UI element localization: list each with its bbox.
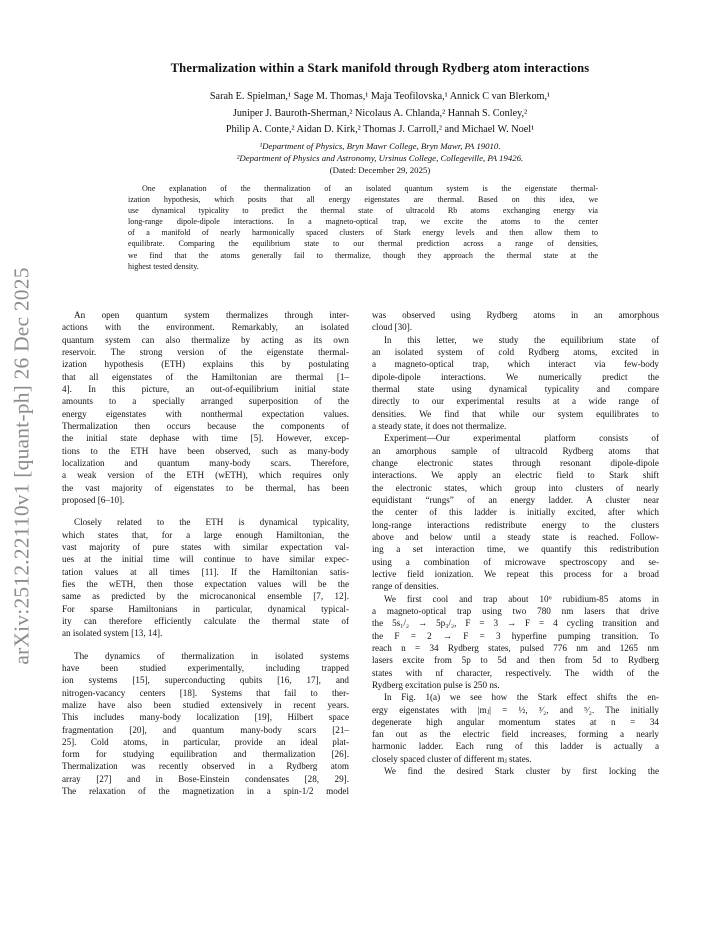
- body-line: lective field ionization. We repeat this process for a broad: [372, 568, 659, 579]
- body-line: quantum system can also thermalize by acting as its own: [62, 334, 349, 345]
- abstract-line: we find that the atoms generally fail to thermalize, though they approach the thermal state at the: [128, 250, 598, 260]
- body-line: have been studied experimentally, including trapped: [62, 662, 349, 673]
- body-line: the vast majority of eigenstates to be thermal, has been: [62, 482, 349, 493]
- body-line: an isolated system [13, 14].: [62, 628, 163, 639]
- body-line: using a combination of microwave spectroscopy and se-: [372, 556, 659, 567]
- body-line: which states that, for a large enough Hamiltonian, the: [62, 529, 349, 540]
- body-line: amounts to a specially arranged superposition of the: [62, 396, 349, 407]
- body-line: an amorphous sample of ultracold Rydberg atoms that: [372, 445, 659, 456]
- body-line: same as predicted by the microcanonical ensemble [7, 12].: [62, 591, 349, 602]
- body-line: Rydberg excitation pulse is 250 ns.: [372, 679, 500, 690]
- body-line: was observed using Rydberg atoms in an amorphous: [372, 310, 659, 320]
- body-line: actions with the environment. Remarkably, an isolated: [62, 322, 349, 333]
- body-line: For sparse Hamiltonians in particular, dynamical typical-: [62, 603, 349, 614]
- body-line: localization and quantum many-body scars. Therefore,: [62, 457, 349, 468]
- body-line: reach n = 34 Rydberg states, pulsed 776 nm and 1265 nm: [372, 642, 659, 653]
- body-line: dipole-dipole interactions. We numerically predict the: [372, 371, 659, 382]
- body-line: We find the desired Stark cluster by first locking the: [384, 766, 659, 777]
- author-line: Juniper J. Bauroth-Sherman,² Nicolaus A. Chlanda,² Hannah S. Conley,²: [232, 107, 528, 119]
- body-line: range of densities.: [372, 581, 439, 592]
- body-line: a magneto-optical trap, which interact via few-body: [372, 359, 659, 370]
- body-column-left: [62, 309, 349, 797]
- body-line: ues at the initial time will continue to have similar expec-: [62, 554, 349, 565]
- body-line: an isolated system of cold Rydberg atoms, excited in: [372, 346, 659, 357]
- body-column-right: [372, 309, 659, 777]
- body-line: array [27] and in Bose-Einstein condensates [28, 29].: [62, 773, 349, 784]
- body-line: change electronic states through resonant dipole-dipole: [372, 457, 659, 468]
- body-line: ion systems [15], superconducting qubits [16, 17], and: [62, 675, 349, 686]
- body-line: tation values at all times [11]. If the Hamiltonian satis-: [62, 566, 349, 577]
- body-line: proposed [6–10].: [62, 494, 125, 505]
- body-line: lasers excite from 5p to 5d and then from 5d to Rydberg: [372, 655, 659, 666]
- body-line: the F = 2 → F = 3 hyperfine pumping transition. To: [372, 630, 659, 641]
- body-line: ity can therefore efficiently calculate the thermal state of: [62, 615, 349, 626]
- body-line: fies the wETH, then those expectation values will be the: [62, 578, 349, 589]
- body-line: Thermalization then occurs because the components of: [62, 420, 349, 431]
- abstract-line: use dynamical typicality to predict the thermal state of ultracold Rb atoms exchanging energy via: [128, 206, 598, 216]
- paragraph-gap: [62, 640, 349, 650]
- body-line: above and below until a steady state is reached. Follow-: [372, 531, 659, 542]
- body-line: form for studying equilibration and thermalization [26].: [62, 749, 349, 760]
- body-line: the 5s₁/₂ → 5p₃/₂, F = 3 → F = 4 cycling transition and: [372, 618, 659, 629]
- body-line: a steady state, it does not thermalize.: [372, 420, 507, 431]
- body-line: a magneto-optical trap using two 780 nm lasers that drive: [372, 605, 659, 616]
- body-line: the center of this ladder is initially excited, after which: [372, 507, 659, 518]
- abstract-line: long-range dipole-dipole interactions. In a magneto-optical trap, we excite the atoms to the center: [128, 217, 598, 227]
- abstract-line: of a manifold of nearly harmonically spaced clusters of Stark energy levels and then allow them to: [128, 228, 598, 238]
- body-line: interactions. We apply an electric field to Stark shift: [372, 470, 659, 481]
- affiliations: [100, 140, 660, 176]
- abstract-line: One explanation of the thermalization of an isolated quantum system is the eigenstate thermal-: [142, 184, 598, 193]
- affiliation-line: ¹Department of Physics, Bryn Mawr College, Bryn Mawr, PA 19010.: [259, 141, 501, 151]
- body-line: The relaxation of the magnetization in a spin-1/2 model: [62, 786, 349, 797]
- body-line: tions to the ETH have been observed, such as many-body: [62, 445, 349, 456]
- body-line: the electronic states, which group into clusters of nearly: [372, 482, 659, 493]
- body-line: closely spaced cluster of different mⱼ states.: [372, 753, 532, 764]
- body-line: fragmentation [20], and quantum many-body scars [21–: [62, 724, 349, 735]
- body-line: Experiment—Our experimental platform consists of: [384, 433, 659, 444]
- body-line: Closely related to the ETH is dynamical typicality,: [74, 517, 349, 528]
- body-line: 25]. Cold atoms, in particular, provide an ideal plat-: [62, 736, 349, 747]
- abstract-line: highest tested density.: [128, 261, 199, 271]
- body-line: In this letter, we study the equilibrium state of: [384, 334, 659, 345]
- affiliation-line: ²Department of Physics and Astronomy, Ursinus College, Collegeville, PA 19426.: [236, 153, 524, 163]
- body-line: harmonic ladder. Each rung of this ladder is actually a: [372, 741, 659, 752]
- body-line: ergy eigenstates with |mⱼ| = ½, ³⁄₂, and ⁵⁄₂. The initially: [372, 704, 659, 715]
- body-line: reservoir. The strong version of the eigenstate thermal-: [62, 346, 349, 357]
- body-line: The dynamics of thermalization in isolated systems: [74, 650, 349, 661]
- body-line: 4]. In this picture, an out-of-equilibrium initial state: [62, 383, 349, 394]
- body-line: equidistant “rungs” of an energy ladder. A cluster near: [372, 494, 659, 505]
- abstract: [128, 183, 598, 272]
- body-line: malize have also been studied extensively in recent years.: [62, 699, 349, 710]
- body-line: cloud [30].: [372, 322, 413, 333]
- body-line: nitrogen-vacancy centers [18]. Systems that fail to ther-: [62, 687, 349, 698]
- body-line: long-range interactions redistribute energy to the clusters: [372, 519, 659, 530]
- date-line: (Dated: December 29, 2025): [329, 165, 431, 175]
- body-line: In Fig. 1(a) we see how the Stark effect shifts the en-: [384, 692, 659, 703]
- body-line: We first cool and trap about 10⁶ rubidium-85 atoms in: [384, 593, 659, 604]
- abstract-line: equilibrate. Comparing the equilibrium state to our thermal prediction across a range of densities,: [128, 239, 598, 249]
- body-line: An open quantum system thermalizes through inter-: [74, 310, 349, 320]
- body-line: that all eigenstates of the Hamiltonian are thermal [1–: [62, 371, 349, 382]
- body-line: ization hypothesis (ETH) explains this by postulating: [62, 359, 349, 370]
- body-line: a weak version of the ETH (wETH), which requires only: [62, 470, 349, 481]
- body-line: ing a set interaction time, we quantify this redistribution: [372, 544, 659, 555]
- author-list: [100, 89, 660, 139]
- body-line: vast majority of pure states with similar expectation val-: [62, 541, 349, 552]
- body-line: This includes many-body localization [19], Hilbert space: [62, 712, 349, 723]
- body-line: Thermalization was recently observed in a Rydberg atom: [62, 761, 349, 772]
- body-line: degenerate high angular momentum states at n = 34: [372, 716, 659, 727]
- body-line: energy eigenstates with nonthermal expectation values.: [62, 408, 349, 419]
- author-line: Sarah E. Spielman,¹ Sage M. Thomas,¹ Maja Teofilovska,¹ Annick C van Blerkom,¹: [209, 91, 551, 102]
- body-line: densities. We find that while our system equilibrates to: [372, 408, 659, 419]
- arxiv-identifier: arXiv:2512.22110v1 [quant-ph] 26 Dec 2025: [9, 267, 34, 665]
- body-line: states with nf character, respectively. The width of the: [372, 667, 659, 678]
- abstract-line: ization hypothesis, which posits that all energy eigenstates are thermal. Based on this idea, we: [128, 195, 598, 205]
- body-line: directly to our experimental results at a wide range of: [372, 396, 659, 407]
- paper-title: Thermalization within a Stark manifold through Rydberg atom interactions: [170, 61, 590, 75]
- body-line: fan out as the electric field increases, forming a nearly: [372, 729, 659, 740]
- body-line: thermal state using dynamical typicality and compare: [372, 383, 659, 394]
- paragraph-gap: [62, 506, 349, 516]
- author-line: Philip A. Conte,² Aidan D. Kirk,² Thomas J. Carroll,² and Michael W. Noel¹: [225, 124, 535, 135]
- body-line: the initial state dephase with time [5]. However, excep-: [62, 433, 349, 444]
